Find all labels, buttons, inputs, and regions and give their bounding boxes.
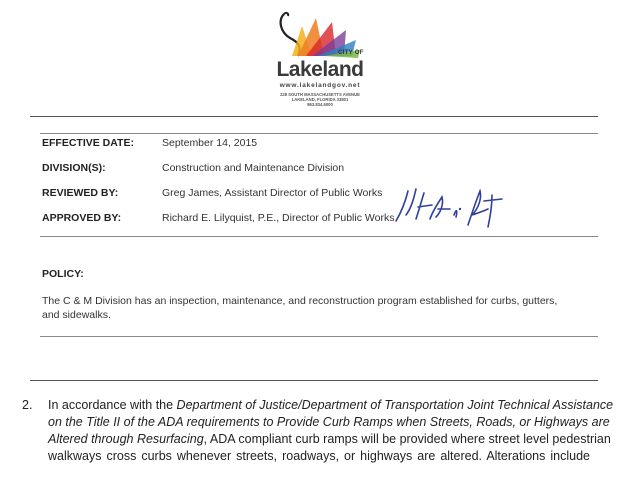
paragraph-line-3-tail: , ADA compliant curb ramps will be provided where street level pedestrian <box>203 432 611 446</box>
logo-url: www.lakelandgov.net <box>279 82 361 89</box>
reviewed-by-value: Greg James, Assistant Director of Public Works <box>162 187 383 199</box>
doj-dot-reference: Department of Justice/Department of Transportation Joint Technical Assistance <box>176 398 614 412</box>
paragraph-line-2 <box>48 414 610 431</box>
effective-date-label: EFFECTIVE DATE: <box>42 137 134 149</box>
paragraph-line-1 <box>48 397 614 414</box>
resurfacing-reference: Altered through Resurfacing <box>48 432 204 446</box>
logo-address-line1: 228 SOUTH MASSACHUSETTS AVENUE <box>280 92 360 97</box>
logo-city-of: CITY OF <box>338 50 364 56</box>
section-number: 2. <box>22 398 33 412</box>
meta-bottom-rule <box>40 236 598 237</box>
division-label: DIVISION(S): <box>42 162 106 174</box>
policy-title: POLICY: <box>42 268 84 280</box>
paragraph-line-1-lead: In accordance with the <box>48 398 177 412</box>
effective-date-value: September 14, 2015 <box>162 137 258 149</box>
division-value: Construction and Maintenance Division <box>162 162 345 174</box>
reviewed-by-label: REVIEWED BY: <box>42 187 119 199</box>
approved-by-value: Richard E. Lilyquist, P.E., Director of Public Works <box>162 212 395 224</box>
ada-requirements-reference: on the Title II of the ADA requirements to Provide Curb Ramps when Streets, Roads, or Highways are <box>48 415 610 429</box>
paragraph-line-4: walkways cross curbs whenever streets, roadways, or highways are altered. Alterations include <box>48 449 590 463</box>
city-logo <box>268 6 372 112</box>
logo-address-line2: LAKELAND, FLORIDA 33801 <box>291 97 349 102</box>
section-divider <box>30 380 598 381</box>
policy-body: The C & M Division has an inspection, maintenance, and reconstruction program established for curbs, gutters, and sidewalks. <box>42 295 558 321</box>
meta-top-rule <box>40 133 598 134</box>
section-2-paragraph <box>48 397 614 465</box>
logo-name: Lakeland <box>276 58 364 81</box>
signature-icon <box>392 185 512 233</box>
paragraph-line-3 <box>48 431 611 448</box>
policy-bottom-rule <box>40 336 598 337</box>
approved-by-label: APPROVED BY: <box>42 212 122 224</box>
logo-address-line3: 863.834.6000 <box>307 102 333 107</box>
header-divider <box>30 116 598 117</box>
